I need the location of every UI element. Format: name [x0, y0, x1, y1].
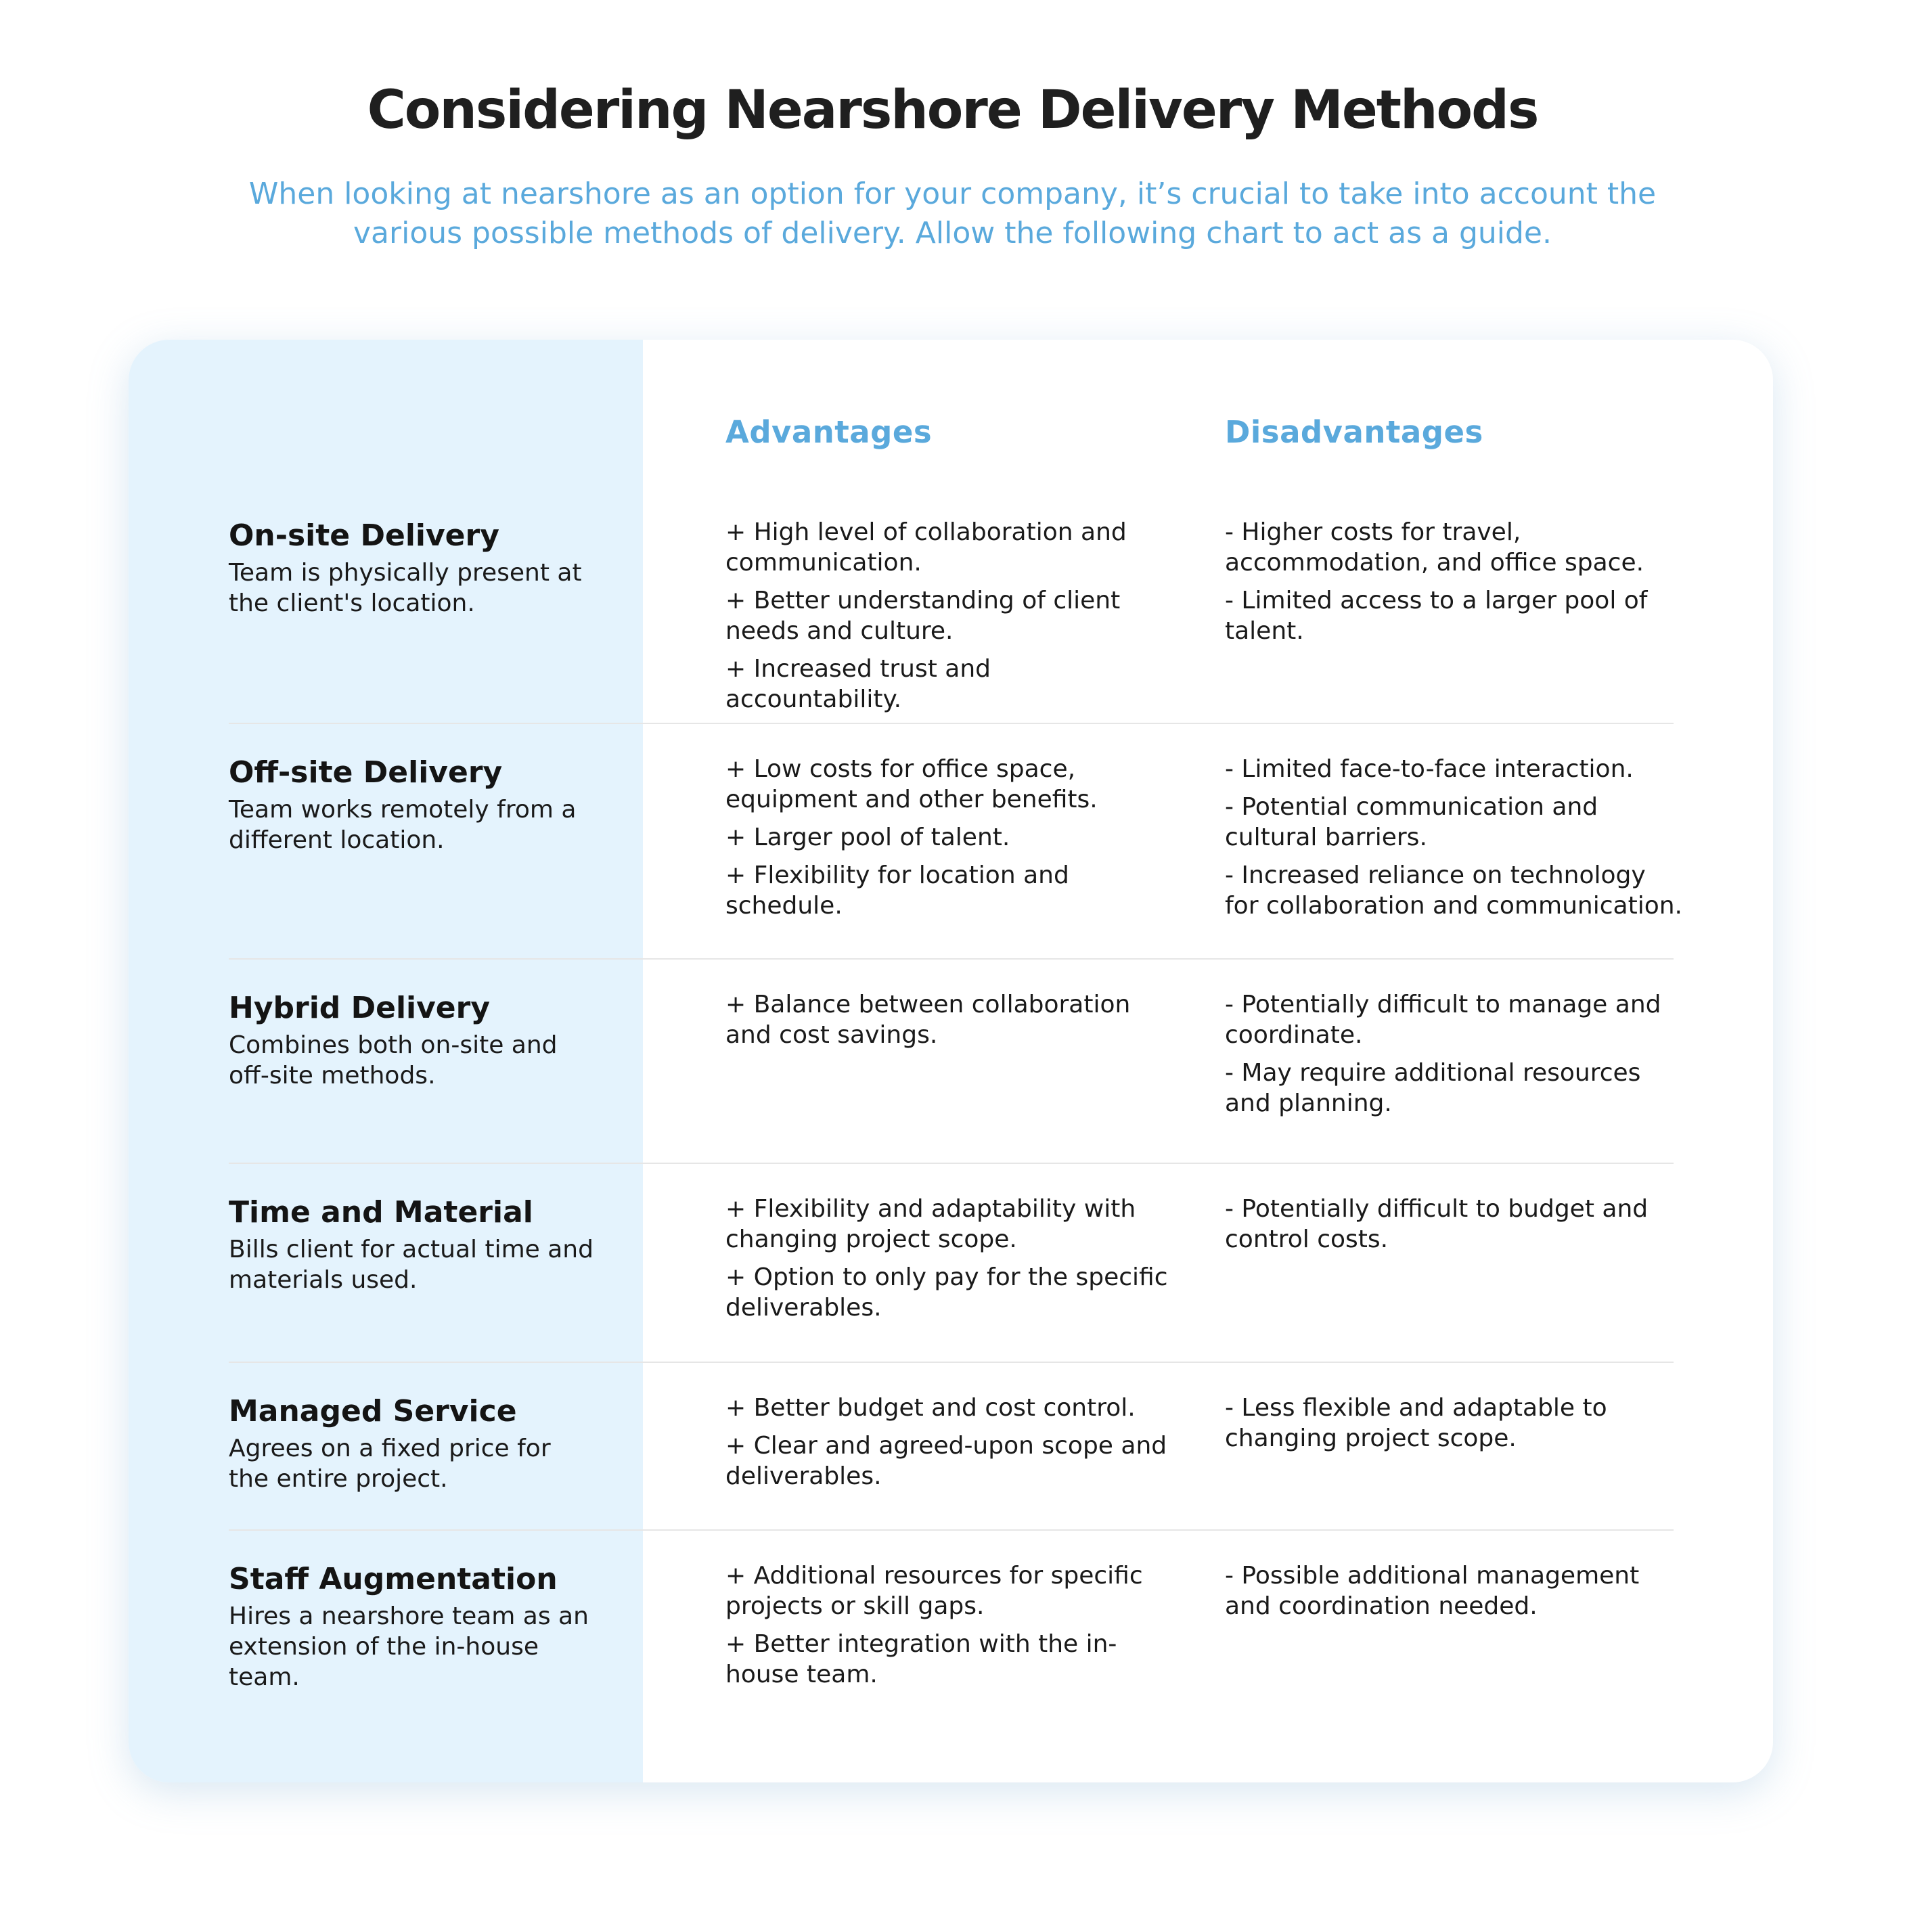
row-divider: [229, 1529, 1674, 1531]
disadvantages-list: [1225, 517, 1685, 654]
row-divider: [229, 1362, 1674, 1363]
advantages-list: [725, 1393, 1172, 1499]
row-divider: [229, 1163, 1674, 1164]
row-divider: [229, 958, 1674, 960]
disadvantages-list: [1225, 1560, 1685, 1629]
comparison-card: [129, 340, 1773, 1782]
method-name: On-site Delivery: [229, 518, 499, 553]
disadvantages-list: [1225, 754, 1685, 928]
method-description: Hires a nearshore team as an extension of the in-house team.: [229, 1602, 589, 1691]
disadvantages-list: [1225, 1393, 1685, 1461]
method-description: Bills client for actual time and materials used.: [229, 1236, 593, 1294]
method-description: Team works remotely from a different location.: [229, 796, 577, 854]
disadvantages-list: [1225, 1194, 1685, 1262]
advantage-item: + High level of collaboration and communication.: [725, 518, 1127, 577]
disadvantage-item: - May require additional resources and planning.: [1225, 1059, 1641, 1117]
method-name: Off-site Delivery: [229, 755, 503, 790]
row-divider: [229, 723, 1674, 724]
advantage-item: + Larger pool of talent.: [725, 824, 1010, 851]
method-name: Staff Augmentation: [229, 1562, 558, 1596]
advantage-item: + Clear and agreed-upon scope and deliverables.: [725, 1432, 1167, 1490]
disadvantage-item: - Higher costs for travel, accommodation, and office space.: [1225, 518, 1644, 577]
method-name: Hybrid Delivery: [229, 991, 491, 1025]
advantage-item: + Better budget and cost control.: [725, 1394, 1136, 1422]
advantages-list: [725, 754, 1172, 928]
advantage-item: + Additional resources for specific projects or skill gaps.: [725, 1562, 1143, 1620]
disadvantage-item: - Less flexible and adaptable to changing project scope.: [1225, 1394, 1607, 1452]
method-name: Managed Service: [229, 1394, 517, 1429]
advantages-header: Advantages: [725, 414, 933, 450]
method-description: Combines both on-site and off-site methods.: [229, 1031, 558, 1089]
page-title: Considering Nearshore Delivery Methods: [367, 80, 1538, 141]
advantage-item: + Flexibility and adaptability with changing project scope.: [725, 1195, 1136, 1253]
disadvantage-item: - Limited access to a larger pool of talent.: [1225, 587, 1648, 645]
advantage-item: + Better integration with the in-house team.: [725, 1630, 1117, 1688]
method-name: Time and Material: [229, 1195, 533, 1230]
disadvantages-list: [1225, 989, 1685, 1126]
advantages-list: [725, 1194, 1172, 1330]
disadvantage-item: - Potential communication and cultural barriers.: [1225, 793, 1598, 851]
disadvantage-item: - Increased reliance on technology for collaboration and communication.: [1225, 861, 1682, 920]
method-description: Agrees on a fixed price for the entire project.: [229, 1435, 551, 1493]
page-subtitle: When looking at nearshore as an option for your company, it’s crucial to take into account the various possible methods of delivery. Allow the following chart to act as a guide.: [248, 177, 1657, 250]
advantage-item: + Low costs for office space, equipment and other benefits.: [725, 755, 1098, 813]
advantage-item: + Balance between collaboration and cost savings.: [725, 991, 1131, 1049]
advantages-list: [725, 517, 1172, 722]
advantage-item: + Flexibility for location and schedule.: [725, 861, 1069, 920]
disadvantage-item: - Potentially difficult to manage and coordinate.: [1225, 991, 1661, 1049]
advantage-item: + Better understanding of client needs and culture.: [725, 587, 1121, 645]
disadvantage-item: - Potentially difficult to budget and control costs.: [1225, 1195, 1649, 1253]
disadvantage-item: - Possible additional management and coordination needed.: [1225, 1562, 1640, 1620]
advantages-list: [725, 989, 1172, 1058]
disadvantages-header: Disadvantages: [1225, 414, 1483, 450]
advantage-item: + Increased trust and accountability.: [725, 655, 991, 713]
advantage-item: + Option to only pay for the specific deliverables.: [725, 1263, 1168, 1322]
advantages-list: [725, 1560, 1172, 1697]
disadvantage-item: - Limited face-to-face interaction.: [1225, 755, 1634, 783]
method-description: Team is physically present at the client's location.: [229, 559, 582, 617]
